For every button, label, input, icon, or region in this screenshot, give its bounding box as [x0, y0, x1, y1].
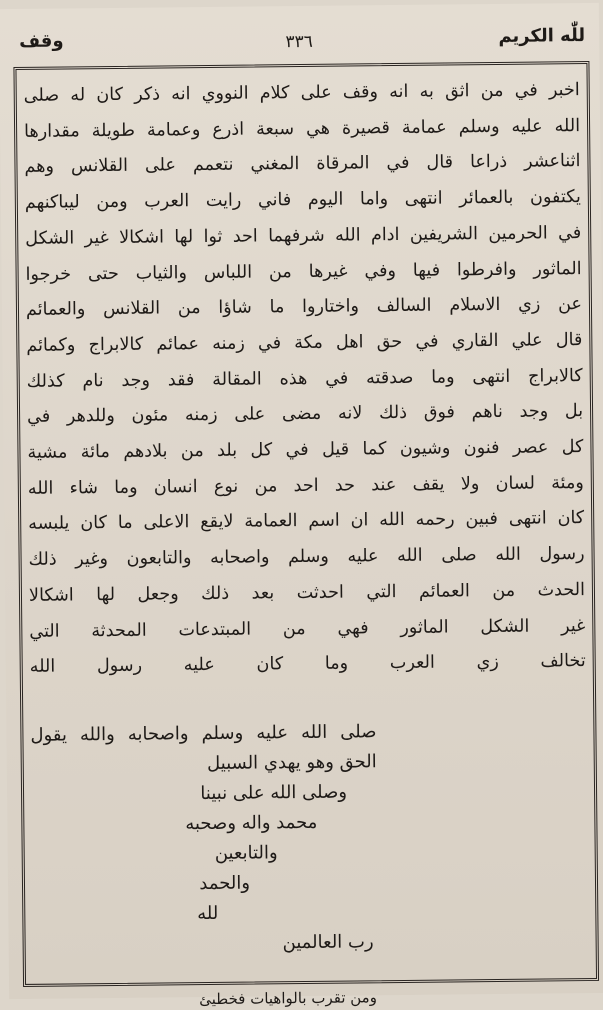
text-line: الحدث من العمائم التي احدثت بعد ذلك وجعل لها اشكالا	[28, 579, 586, 606]
text-line: رسول الله صلى الله عليه وسلم واصحابه والتابعون وغير ذلك	[28, 544, 585, 571]
header-right-title: للّٰه الكريم	[498, 25, 586, 47]
text-line: اثناعشر ذراعا قال في المرقاة المغني نتعمم على القلانس وهم	[24, 151, 581, 178]
closing-line: والحمد	[199, 872, 251, 895]
closing-line: الحق وهو يهدي السبيل	[206, 751, 377, 775]
text-line: اخبر في من اثق به انه وقف على كلام النووي انه ذكر كان له صلى	[23, 80, 580, 106]
text-line: غير الشكل الماثور فهي من المبتدعات المحدثة التي	[29, 615, 586, 642]
closing-line: لله	[197, 902, 219, 925]
closing-line: والتابعين	[214, 842, 278, 864]
text-line: الماثور وافرطوا فيها وفي غيرها من اللباس والثياب حتى خرجوا	[25, 258, 582, 285]
text-line: بل وجد ناهم فوق ذلك لانه مضى على زمنه مئون وللدهر في	[27, 401, 584, 428]
page-number: ٣٣٦	[285, 31, 314, 53]
closing-line: رب العالمين	[282, 931, 374, 954]
text-line: كان انتهى فبين رحمه الله ان اسم العمامة لايقع الاعلى ما كان يلبسه	[28, 508, 585, 535]
closing-text-block	[30, 715, 588, 961]
text-line: كل عصر فنون وشيون كما قيل في كل بلد من بلادهم مائة مشية	[27, 437, 584, 463]
text-line: تخالف زي العرب وما كان عليه رسول الله	[29, 651, 586, 678]
manuscript-page	[0, 3, 603, 1009]
text-line: في الحرمين الشريفين ادام الله شرفهما احد ثوا لها اشكالا غير الشكل	[25, 222, 582, 249]
main-text-block	[24, 73, 586, 686]
text-line: قال علي القاري في حق اهل مكة في زمنه عمائم كالابراج وكمائم	[26, 329, 583, 356]
closing-line: محمد واله وصحبه	[185, 811, 318, 835]
text-line: كالابراج انتهى وما صدقته في هذه المقالة فقد وجد نام كذلك	[26, 365, 583, 392]
closing-line: صلى الله عليه وسلم واصحابه والله يقول	[30, 721, 377, 746]
header-left-title: وقف	[19, 30, 64, 52]
closing-line: وصلى الله على نبينا	[200, 781, 348, 805]
text-line: ومئة لسان ولا يقف عند حد احد من نوع انسان وما شاء الله	[27, 472, 584, 499]
footer-catchword: ومن تقرب بالواهيات فخطيئ	[199, 988, 378, 1009]
text-line: عن زي الاسلام السالف واختاروا ما شاؤا من القلانس والعمائم	[25, 294, 583, 321]
text-line: يكتفون بالعمائر انتهى واما اليوم فاني رايت العرب ومن ليباكنهم	[24, 187, 581, 214]
text-line: الله عليه وسلم عمامة قصيرة هي سبعة اذرع وعمامة طويلة مقدارها	[24, 115, 581, 142]
